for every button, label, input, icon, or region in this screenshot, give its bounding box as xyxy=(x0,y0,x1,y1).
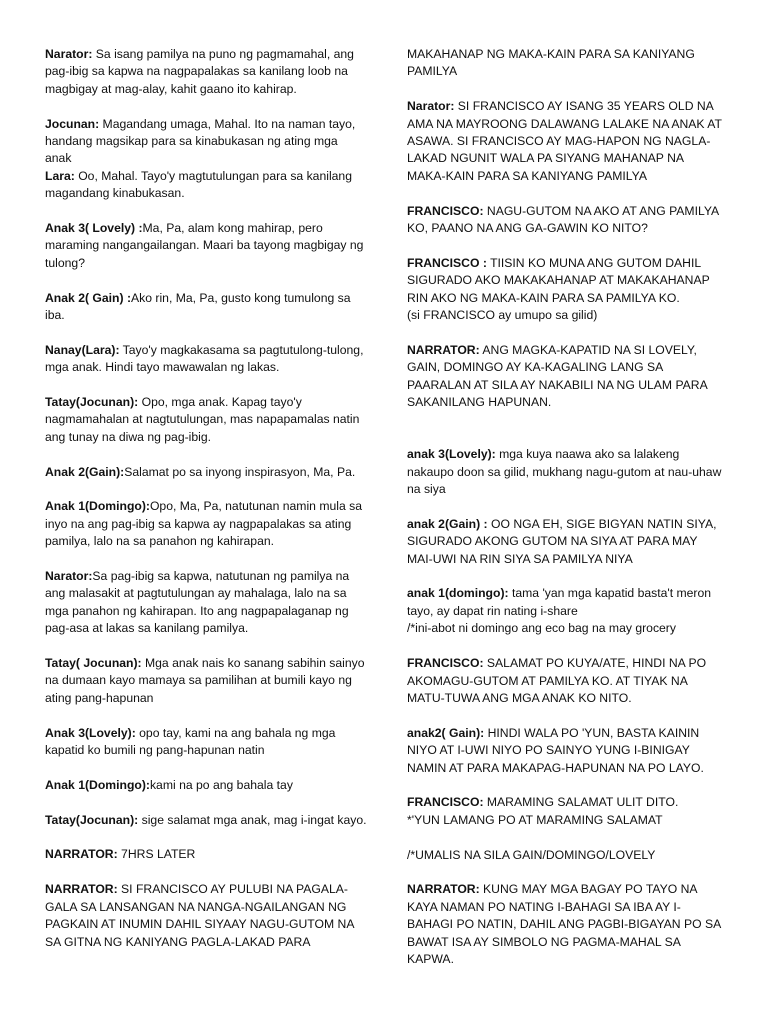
direction-text: /*UMALIS NA SILA GAIN/DOMINGO/LOVELY xyxy=(407,847,656,862)
dialogue-text: Ako rin, Ma, Pa, gusto kong tumulong sa iba. xyxy=(45,290,351,323)
dialogue-text: NAGU-GUTOM NA AKO AT ANG PAMILYA KO, PAANO NA ANG GA-GAWIN KO NITO? xyxy=(407,203,719,236)
dialogue-text: tama 'yan mga kapatid basta't meron tayo, ay dapat rin nating i-share xyxy=(407,586,712,618)
script-entry xyxy=(407,98,723,185)
script-entry xyxy=(45,220,367,272)
script-entry xyxy=(407,655,723,707)
script-entry xyxy=(45,881,367,951)
speaker-label: NARRATOR: xyxy=(45,847,118,862)
speaker-label: Tatay(Jocunan): xyxy=(45,812,139,827)
script-entry xyxy=(45,394,367,446)
script-entry xyxy=(45,46,367,98)
speaker-label: Anak 2( Gain) : xyxy=(45,290,132,305)
script-entry xyxy=(45,342,367,377)
speaker-label: Tatay(Jocunan): xyxy=(45,395,139,410)
dialogue-text: OO NGA EH, SIGE BIGYAN NATIN SIYA, SIGURADO AKONG GUTOM NA SIYA AT PARA MAY MAI-UWI NA RIN SIYA SA PAMILYA NIYA xyxy=(407,516,717,566)
dialogue-text: sige salamat mga anak, mag i-ingat kayo. xyxy=(138,812,367,827)
dialogue-text: SI FRANCISCO AY ISANG 35 YEARS OLD NA AMA NA MAYROONG DALAWANG LALAKE NA ANAK AT ASAWA. SI FRANCISCO AY MAG-HAPON NG NAGLA-LAKAD NGUNIT WALA PA SIYANG MAHANAP NA MAKA-KAIN PARA SA KANIYANG PAMILYA xyxy=(407,99,722,183)
speaker-label: Anak 3( Lovely) : xyxy=(45,221,143,236)
dialogue-text: kami na po ang bahala tay xyxy=(149,777,293,792)
script-entry xyxy=(45,655,367,707)
dialogue-text: Magandang umaga, Mahal. Ito na naman tayo, handang magsikap para sa kinabukasan ng ating mga anak xyxy=(45,116,356,166)
direction-text: *'YUN LAMANG PO AT MARAMING SALAMAT xyxy=(407,812,663,827)
script-entry xyxy=(45,464,367,481)
speaker-label: FRANCISCO : xyxy=(407,255,487,270)
script-entry xyxy=(407,342,723,412)
speaker-label: Anak 1(Domingo): xyxy=(45,777,150,792)
script-entry xyxy=(407,446,723,498)
right-column xyxy=(407,46,723,986)
script-entry xyxy=(407,585,723,620)
speaker-label: NARRATOR: xyxy=(407,882,480,897)
dialogue-text: KUNG MAY MGA BAGAY PO TAYO NA KAYA NAMAN PO NATING I-BAHAGI SA IBA AY I-BAHAGI PO NATIN, DAHIL ANG PAGBI-BIGAYAN PO SA BAWAT ISA AY SIMBOLO NG PAGMA-MAHAL SA KAPWA. xyxy=(407,882,721,966)
dialogue-text: Ma, Pa, alam kong mahirap, pero maraming nangangailangan. Maari ba tayong magbigay ng tulong? xyxy=(45,221,364,270)
dialogue-text: Tayo'y magkakasama sa pagtutulong-tulong, mga anak. Hindi tayo mawawalan ng lakas. xyxy=(45,342,364,375)
stage-direction xyxy=(407,812,723,829)
dialogue-text: TIISIN KO MUNA ANG GUTOM DAHIL SIGURADO AKO MAKAKAHANAP AT MAKAKAHANAP RIN AKO NG MAKA-KAIN PARA SA PAMILYA KO. xyxy=(407,255,710,305)
script-entry xyxy=(45,568,367,638)
stage-direction xyxy=(407,620,723,637)
speaker-label: Anak 3(Lovely): xyxy=(45,725,136,740)
speaker-label: anak 1(domingo): xyxy=(407,586,509,601)
speaker-label: anak 3(Lovely): xyxy=(407,447,496,462)
speaker-label: Lara: xyxy=(45,168,75,183)
dialogue-text: mga kuya naawa ako sa lalakeng nakaupo doon sa gilid, mukhang nagu-gutom at nau-uhaw na siya xyxy=(407,447,722,497)
script-entry xyxy=(45,498,367,550)
speaker-label: FRANCISCO: xyxy=(407,203,484,218)
script-entry xyxy=(407,255,723,307)
script-entry xyxy=(45,725,367,760)
dialogue-text: 7HRS LATER xyxy=(117,847,196,862)
speaker-label: FRANCISCO: xyxy=(407,656,484,671)
dialogue-text: opo tay, kami na ang bahala ng mga kapatid ko bumili ng pang-hapunan natin xyxy=(45,725,336,758)
dialogue-text: Opo, mga anak. Kapag tayo'y nagmamahalan at nagtutulungan, mas napapamalas natin ang tunay na diwa ng pag-ibig. xyxy=(45,395,360,444)
speaker-label: NARRATOR: xyxy=(45,882,118,897)
script-entry xyxy=(45,116,367,168)
dialogue-text: ANG MAGKA-KAPATID NA SI LOVELY, GAIN, DOMINGO AY KA-KAGALING LANG SA PAARALAN AT SILA AY NAKABILI NA NG ULAM PARA SAKANILANG HAPUNAN. xyxy=(407,342,708,410)
speaker-label: Anak 2(Gain): xyxy=(45,464,125,479)
script-entry xyxy=(407,203,723,238)
dialogue-text: Sa pag-ibig sa kapwa, natutunan ng pamilya na ang malasakit at pagtutulungan ay mahalaga, lalo na sa mga panahon ng kahirapan. Ito ang nagpapalaganap ng pag-asa at lakas sa kanilang pamilya. xyxy=(45,569,350,636)
speaker-label: Narator: xyxy=(45,569,93,584)
speaker-label: FRANCISCO: xyxy=(407,795,484,810)
script-entry xyxy=(407,516,723,568)
left-column xyxy=(45,46,367,951)
dialogue-text: Salamat po sa inyong inspirasyon, Ma, Pa. xyxy=(124,464,356,479)
script-entry xyxy=(45,168,367,203)
dialogue-text: MARAMING SALAMAT ULIT DITO. xyxy=(483,795,679,810)
script-entry xyxy=(407,725,723,777)
dialogue-text: SI FRANCISCO AY PULUBI NA PAGALA-GALA SA LANSANGAN NA NANGA-NGAILANGAN NG PAGKAIN AT INUMIN DAHIL SIYAAY NAGU-GUTOM NA SA GITNA NG KANIYANG PAGLA-LAKAD PARA xyxy=(45,882,354,949)
script-entry xyxy=(45,290,367,325)
stage-direction xyxy=(407,847,723,864)
speaker-label: anak 2(Gain) : xyxy=(407,516,488,531)
dialogue-text: Oo, Mahal. Tayo'y magtutulungan para sa kanilang magandang kinabukasan. xyxy=(45,168,352,201)
script-entry xyxy=(45,846,367,863)
speaker-label: Narator: xyxy=(45,47,93,61)
speaker-label: Tatay( Jocunan): xyxy=(45,656,142,671)
direction-text: (si FRANCISCO ay umupo sa gilid) xyxy=(407,308,598,323)
speaker-label: Jocunan: xyxy=(45,116,100,131)
script-entry xyxy=(407,794,723,811)
direction-text: /*ini-abot ni domingo ang eco bag na may grocery xyxy=(407,621,676,636)
script-entry xyxy=(45,812,367,829)
speaker-label: Nanay(Lara): xyxy=(45,342,120,357)
script-entry xyxy=(407,46,723,81)
dialogue-text: Mga anak nais ko sanang sabihin sainyo na dumaan kayo mamaya sa pamilihan at bumili kayo ng ating pang-hapunan xyxy=(45,656,365,705)
dialogue-text: MAKAHANAP NG MAKA-KAIN PARA SA KANIYANG PAMILYA xyxy=(407,47,695,79)
dialogue-text: Sa isang pamilya na puno ng pagmamahal, ang pag-ibig sa kapwa na nagpapalakas sa kanilang loob na magbigay at mag-alay, kahit gaano ito kahirap. xyxy=(45,47,354,96)
script-entry xyxy=(407,881,723,968)
speaker-label: Narator: xyxy=(407,99,455,114)
speaker-label: Anak 1(Domingo): xyxy=(45,499,150,514)
stage-direction xyxy=(407,307,723,324)
speaker-label: NARRATOR: xyxy=(407,342,480,357)
script-entry xyxy=(45,777,367,794)
dialogue-text: HINDI WALA PO 'YUN, BASTA KAININ NIYO AT I-UWI NIYO PO SAINYO YUNG I-BINIGAY NAMIN AT PARA MAKAPAG-HAPUNAN NA PO LAYO. xyxy=(407,725,704,775)
speaker-label: anak2( Gain): xyxy=(407,725,485,740)
dialogue-text: SALAMAT PO KUYA/ATE, HINDI NA PO AKOMAGU-GUTOM AT PAMILYA KO. AT TIYAK NA MATU-TUWA ANG MGA ANAK KO NITO. xyxy=(407,656,707,705)
dialogue-text: Opo, Ma, Pa, natutunan namin mula sa inyo na ang pag-ibig sa kapwa ay nagpapalakas sa ating pamilya, lalo na sa panahon ng kahirapan. xyxy=(45,499,363,549)
